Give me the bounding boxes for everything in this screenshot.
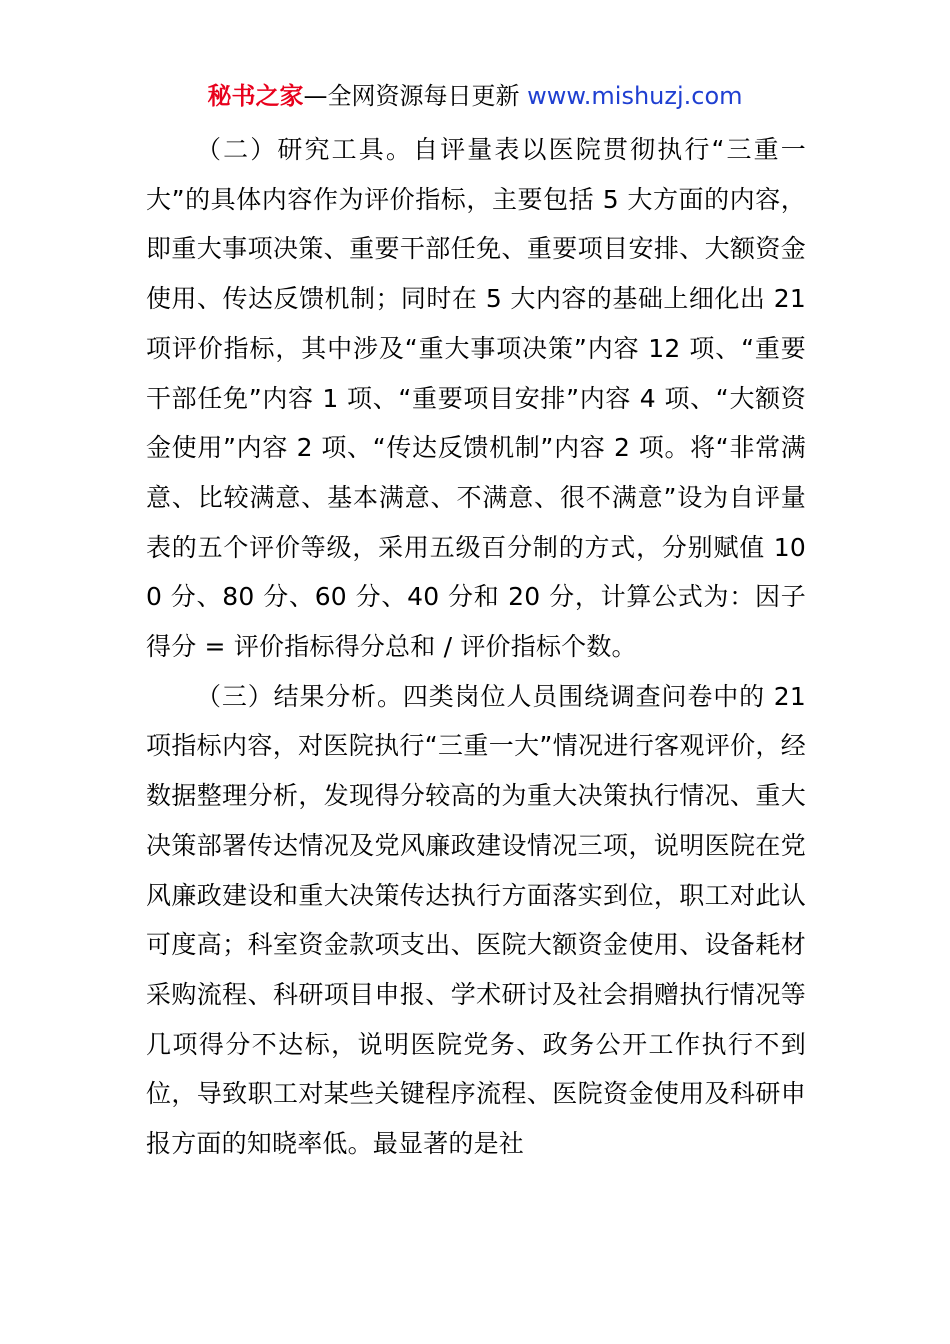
site-tagline: —全网资源每日更新 bbox=[303, 82, 520, 110]
site-brand: 秘书之家 bbox=[207, 82, 304, 110]
site-header bbox=[0, 80, 950, 112]
paragraph-research-tools: （二）研究工具。自评量表以医院贯彻执行“三重一大”的具体内容作为评价指标，主要包括 5 大方面的内容，即重大事项决策、重要干部任免、重要项目安排、大额资金使用、传达反馈机制；同时在 5 大内容的基础上细化出 21 项评价指标，其中涉及“重大事项决策”内容 12 项、“重要干部任免”内容 1 项、“重要项目安排”内容 4 项、“大额资金使用”内容 2 项、“传达反馈机制”内容 2 项。将“非常满意、比较满意、基本满意、不满意、很不满意”设为自评量表的五个评价等级，采用五级百分制的方式，分别赋值 100 分、80 分、60 分、40 分和 20 分，计算公式为：因子得分 = 评价指标得分总和 / 评价指标个数。 bbox=[146, 135, 806, 662]
document-body bbox=[146, 125, 806, 1169]
paragraph-result-analysis: （三）结果分析。四类岗位人员围绕调查问卷中的 21 项指标内容，对医院执行“三重一大”情况进行客观评价，经数据整理分析，发现得分较高的为重大决策执行情况、重大决策部署传达情况及党风廉政建设情况三项，说明医院在党风廉政建设和重大决策传达执行方面落实到位，职工对此认可度高；科室资金款项支出、医院大额资金使用、设备耗材采购流程、科研项目申报、学术研讨及社会捐赠执行情况等几项得分不达标，说明医院党务、政务公开工作执行不到位，导致职工对某些关键程序流程、医院资金使用及科研申报方面的知晓率低。最显著的是社 bbox=[146, 681, 806, 1159]
site-url-link[interactable]: www.mishuzj.com bbox=[527, 82, 743, 110]
